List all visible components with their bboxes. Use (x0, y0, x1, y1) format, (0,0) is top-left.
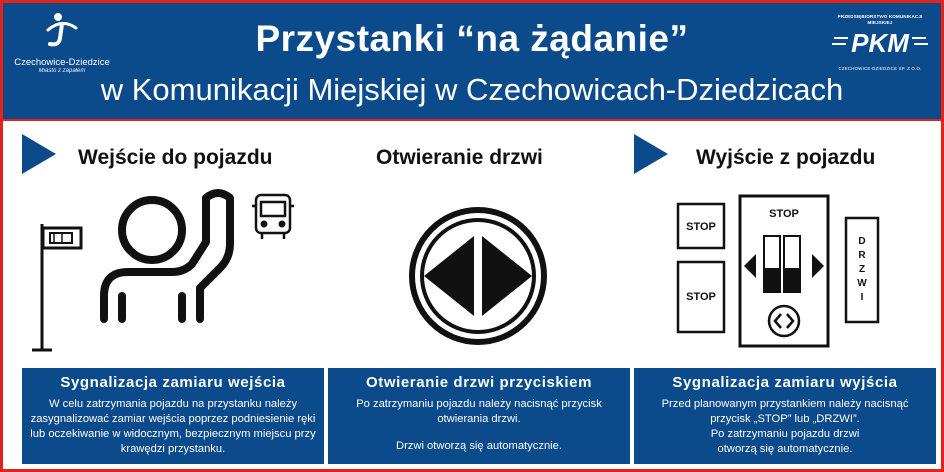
info-box-title: Sygnalizacja zamiaru wejścia (60, 374, 286, 391)
drzwi-letter: Z (858, 264, 866, 275)
info-box-text-2: Po zatrzymaniu pojazdu drzwi otworzą się automatycznie. (710, 428, 860, 455)
drzwi-letter: R (858, 250, 866, 261)
info-box-title: Otwieranie drzwi przyciskiem (365, 374, 593, 391)
info-box-text: Po zatrzymaniu pojazdu należy nacisnąć przycisk otwierania drzwi. (356, 398, 602, 425)
drzwi-letter: D (858, 236, 866, 247)
play-arrow-icon (22, 134, 56, 174)
city-logo-name: Czechowice-Dziedzice (14, 57, 110, 68)
info-box-text: W celu zatrzymania pojazdu na przystanku należy zasygnalizować zamiar wejścia poprzez podniesienie ręki lub oczekiwanie w widocznym, bezpiecznym miejscu przy krawędzi przystanku. (30, 398, 316, 455)
entering-illustration (22, 184, 322, 359)
person-raising-hand-icon (104, 193, 230, 319)
stop-button-icon (678, 262, 724, 332)
column-entering (22, 124, 336, 464)
stop-label: STOP (686, 291, 716, 303)
column-heading: Wyjście z pojazdu (696, 146, 876, 169)
header-divider (3, 119, 941, 121)
info-box-doors (328, 368, 630, 464)
door-open-button-icon (398, 206, 558, 366)
pkm-logo-letters: PKM (851, 28, 909, 58)
pkm-logo-sub: CZECHOWICE-DZIEDZICE SP. Z O.O. (838, 66, 922, 71)
exit-buttons-illustration (634, 192, 934, 362)
stop-label: STOP (769, 208, 799, 220)
bus-front-icon (252, 195, 294, 239)
info-box-title: Sygnalizacja zamiaru wyjścia (672, 374, 898, 391)
drzwi-button-icon (846, 218, 878, 322)
pkm-logo-org: PRZEDSIĘBIORSTWO KOMUNIKACJI MIEJSKIEJ (837, 14, 923, 25)
bus-stop-sign-icon (32, 224, 81, 350)
info-box-entering (22, 368, 324, 464)
column-exiting (634, 124, 944, 464)
page-title: Przystanki “na żądanie” (255, 18, 689, 59)
column-heading: Otwieranie drzwi (376, 146, 543, 169)
stop-button-icon (678, 204, 724, 248)
info-box-text: Przed planowanym przystankiem należy nacisnąć przycisk „STOP” lub „DRZWI”. (661, 398, 909, 425)
info-box-exiting (634, 368, 936, 464)
column-heading: Wejście do pojazdu (78, 146, 273, 169)
door-panel-icon (740, 196, 828, 346)
drzwi-letter: W (857, 278, 867, 289)
column-doors (328, 124, 642, 464)
drzwi-letter: I (860, 292, 864, 303)
play-arrow-icon (634, 134, 668, 174)
stop-label: STOP (686, 221, 716, 233)
page-subtitle: w Komunikacji Miejskiej w Czechowicach-Dziedzicach (100, 72, 844, 107)
info-box-text-2: Drzwi otworzą się automatycznie. (395, 440, 562, 452)
city-logo-tagline: Miasto z zapałem (38, 68, 86, 74)
